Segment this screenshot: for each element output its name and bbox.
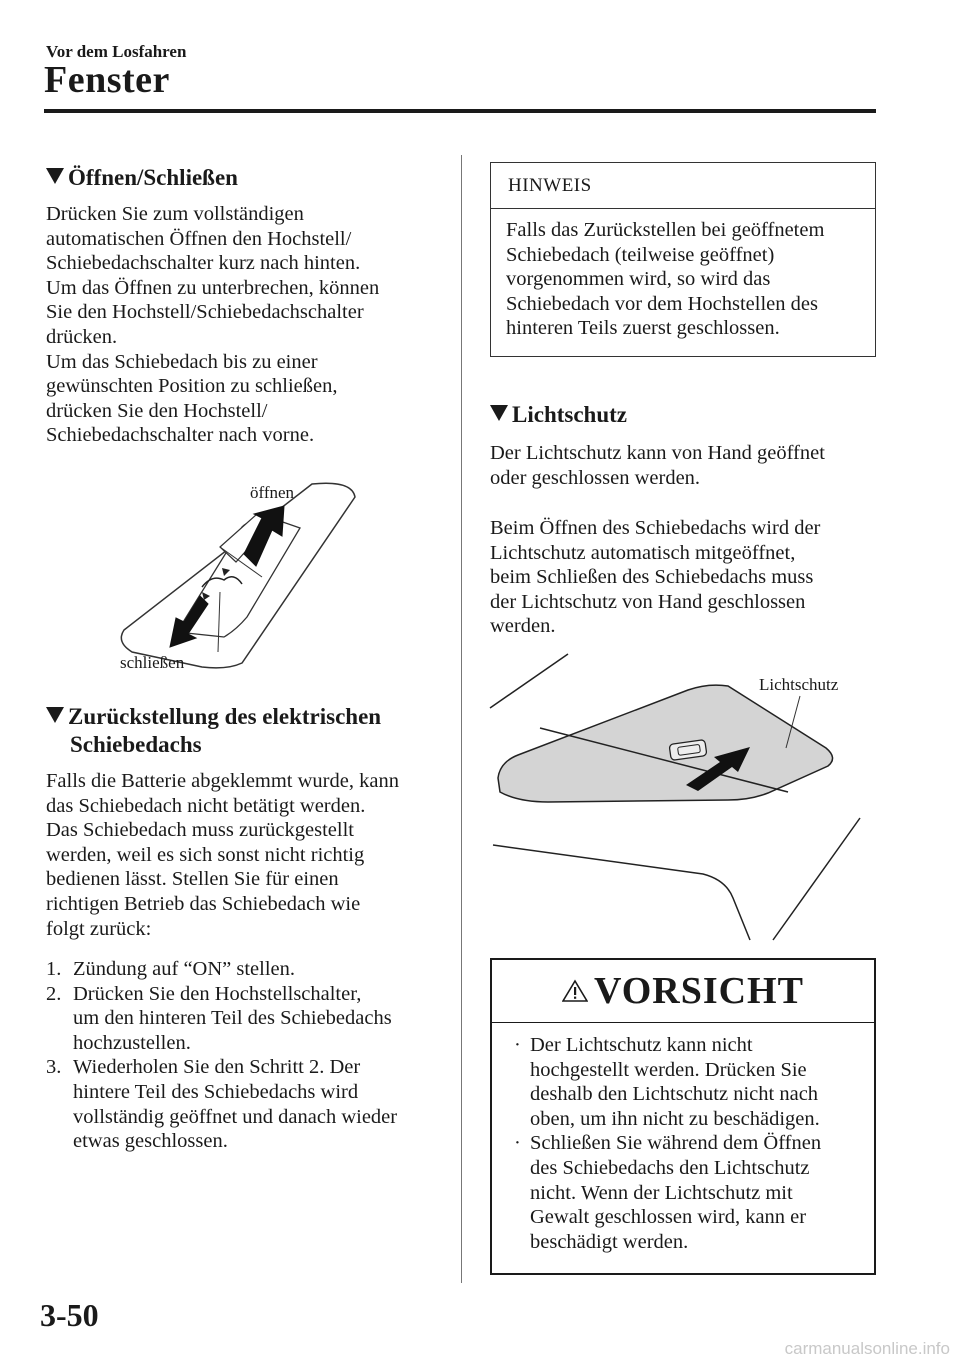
paragraph-reset: [46, 769, 446, 941]
warning-title: VORSICHT: [594, 970, 804, 1012]
text-line: um den hinteren Teil des Schiebedachs: [73, 1007, 392, 1030]
watermark: carmanualsonline.info: [610, 1336, 960, 1362]
text-line: Schiebedach vor dem Hochstellen des: [506, 292, 818, 315]
paragraph-open-close: [46, 202, 446, 448]
heading-reset-line1: Zurückstellung des elektrischen: [68, 704, 382, 729]
text-line: vollständig geöffnet und danach wieder: [73, 1105, 398, 1128]
header-rule: [44, 109, 876, 113]
heading-open-close-text: Öffnen/Schließen: [68, 165, 238, 190]
paragraph-shade-1: [490, 441, 880, 490]
reset-steps-list: [46, 957, 446, 1154]
note-box: [490, 162, 876, 357]
text-line: hinteren Teils zuerst geschlossen.: [506, 317, 780, 340]
section-kicker: Vor dem Losfahren: [46, 42, 187, 61]
text-line: etwas geschlossen.: [73, 1130, 228, 1153]
text-line: werden.: [490, 615, 556, 638]
triangle-bullet-icon: [46, 168, 64, 184]
warning-bullets: [492, 1023, 874, 1254]
heading-shade-text: Lichtschutz: [512, 402, 627, 427]
text-line: Drücken Sie den Hochstellschalter,: [73, 982, 362, 1005]
text-line: Schiebedach (teilweise geöffnet): [506, 243, 775, 266]
note-text: [491, 209, 875, 341]
step-number: 2.: [46, 982, 62, 1005]
text-line: Um das Schiebedach bis zu einer: [46, 350, 318, 373]
heading-shade: [490, 401, 627, 429]
text-line: beim Schließen des Schiebedachs muss: [490, 566, 814, 589]
label-sunshade: Lichtschutz: [759, 675, 839, 694]
text-line: Zündung auf “ON” stellen.: [73, 958, 296, 980]
text-line: Das Schiebedach muss zurückgestellt: [46, 819, 354, 842]
list-item: [508, 1131, 866, 1254]
note-heading: HINWEIS: [491, 163, 875, 209]
label-open: öffnen: [250, 483, 295, 502]
list-item: [46, 982, 446, 1056]
text-line: Um das Öffnen zu unterbrechen, können: [46, 276, 380, 299]
text-line: automatischen Öffnen den Hochstell/: [46, 227, 352, 250]
sunroof-switch-illustration: [112, 472, 362, 672]
text-line: Schiebedachschalter nach vorne.: [46, 424, 315, 447]
heading-open-close: [46, 164, 238, 192]
text-line: oben, um ihn nicht zu beschädigen.: [530, 1107, 820, 1130]
label-close: schließen: [120, 653, 185, 672]
text-line: bedienen lässt. Stellen Sie für einen: [46, 868, 339, 891]
triangle-bullet-icon: [490, 405, 508, 421]
text-line: Lichtschutz automatisch mitgeöffnet,: [490, 541, 796, 564]
text-line: oder geschlossen werden.: [490, 466, 701, 489]
text-line: Gewalt geschlossen wird, kann er: [530, 1206, 807, 1229]
text-line: drücken Sie den Hochstell/: [46, 399, 268, 422]
text-line: deshalb den Lichtschutz nicht nach: [530, 1083, 819, 1106]
text-line: drücken.: [46, 325, 118, 348]
text-line: Drücken Sie zum vollständigen: [46, 203, 304, 225]
text-line: vorgenommen wird, so wird das: [506, 268, 771, 291]
warning-box: [490, 958, 876, 1275]
text-line: des Schiebedachs den Lichtschutz: [530, 1156, 810, 1179]
bullet-dot: ·: [514, 1034, 521, 1056]
text-line: beschädigt werden.: [530, 1230, 689, 1253]
text-line: Falls das Zurückstellen bei geöffnetem: [506, 219, 825, 241]
text-line: Der Lichtschutz kann nicht: [530, 1034, 753, 1056]
text-line: Der Lichtschutz kann von Hand geöffnet: [490, 442, 825, 464]
text-line: das Schiebedach nicht betätigt werden.: [46, 794, 366, 817]
text-line: Schiebedachschalter kurz nach hinten.: [46, 252, 361, 275]
text-line: hochzustellen.: [73, 1031, 191, 1054]
bullet-dot: ·: [514, 1132, 521, 1155]
step-number: 3.: [46, 1056, 62, 1079]
text-line: werden, weil es sich sonst nicht richtig: [46, 843, 365, 866]
list-item: [46, 957, 446, 982]
text-line: richtigen Betrieb das Schiebedach wie: [46, 892, 361, 915]
heading-reset-line2: Schiebedachs: [70, 732, 202, 757]
text-line: Beim Öffnen des Schiebedachs wird der: [490, 517, 821, 539]
text-line: Wiederholen Sie den Schritt 2. Der: [73, 1056, 361, 1079]
heading-reset: [46, 703, 381, 759]
text-line: Falls die Batterie abgeklemmt wurde, kann: [46, 770, 399, 792]
text-line: Sie den Hochstell/Schiebedachschalter: [46, 301, 364, 324]
text-line: hintere Teil des Schiebedachs wird: [73, 1080, 359, 1103]
text-line: gewünschten Position zu schließen,: [46, 375, 338, 398]
text-line: nicht. Wenn der Lichtschutz mit: [530, 1181, 793, 1204]
list-item: [46, 1055, 446, 1153]
text-line: hochgestellt werden. Drücken Sie: [530, 1058, 807, 1081]
text-line: folgt zurück:: [46, 917, 152, 940]
warning-triangle-icon: [562, 979, 588, 1003]
text-line: Schließen Sie während dem Öffnen: [530, 1132, 822, 1155]
step-number: 1.: [46, 958, 62, 980]
triangle-bullet-icon: [46, 707, 64, 723]
warning-heading-bar: [492, 960, 874, 1023]
page-title: Fenster: [44, 59, 170, 101]
page-number: 3-50: [40, 1297, 99, 1333]
text-line: der Lichtschutz von Hand geschlossen: [490, 590, 806, 613]
paragraph-shade-2: [490, 516, 880, 639]
list-item: [508, 1033, 866, 1131]
column-divider: [461, 155, 462, 1283]
